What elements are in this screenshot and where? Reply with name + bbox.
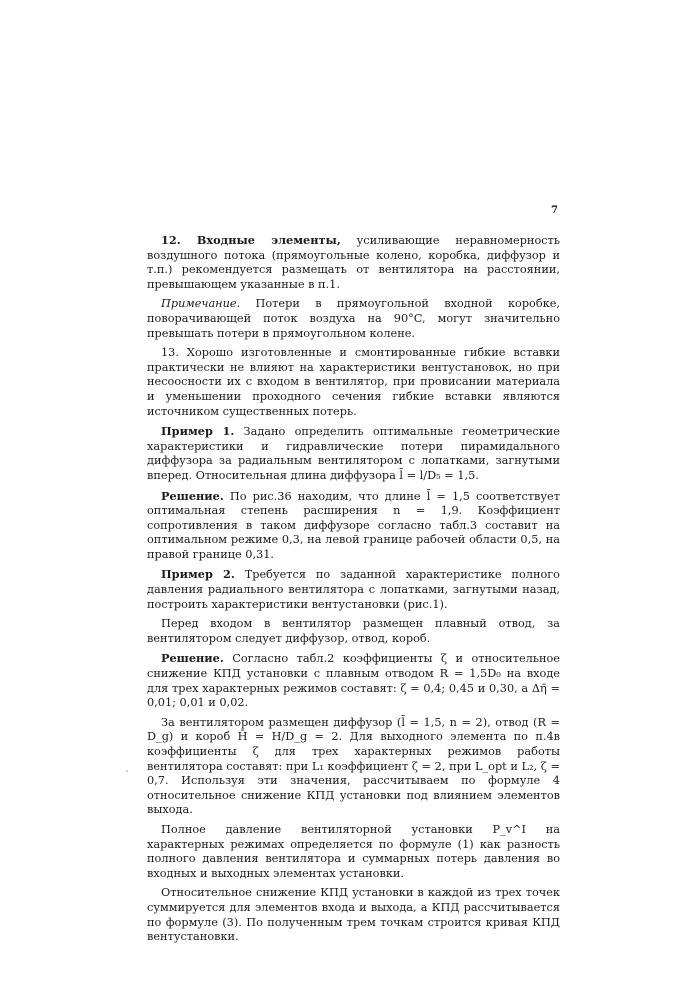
paragraph-lead: Решение.: [161, 488, 224, 503]
scan-speck: [126, 770, 128, 772]
paragraph-lead: Примечание.: [161, 297, 241, 311]
paragraph-text: Потери в прямоугольной входной коробке, поворачивающей поток воздуха на 90°C, могут значительно превышать потери в прямоугольном колене.: [147, 297, 560, 340]
paragraph-setup: [147, 617, 560, 646]
paragraph-pressure: [147, 823, 560, 881]
paragraph-lead: Пример 1.: [161, 424, 235, 439]
paragraph-text: Согласно табл.2 коэффициенты ζ и относительное снижение КПД установки с плавным отводом R = 1,5D₀ на входе для трех характерных режимов составят: ζ = 0,4; 0,45 и 0,30, а Δη̄ = 0,01; 0,01 и 0,02.: [147, 652, 560, 710]
paragraph-example-2: [147, 567, 560, 612]
paragraph-12: [147, 233, 560, 292]
paragraph-efficiency: [147, 886, 560, 944]
paragraph-text: Требуется по заданной характеристике полного давления радиального вентилятора с лопатками, загнутыми назад, построить характеристики вентустановки (рис.1).: [147, 568, 560, 611]
paragraph-example-1: [147, 424, 560, 483]
paragraph-text: Задано определить оптимальные геометрические характеристики и гидравлические потери пирамидального диффузора за радиальным вентилятором с лопатками, загнутыми вперед. Относительная длина диффузора l̄ = l/D₅ = 1,5.: [147, 425, 560, 482]
paragraph-13: [147, 346, 560, 419]
paragraph-solution-1: [147, 489, 560, 563]
paragraph-solution-2: [147, 651, 560, 710]
paragraph-text: Полное давление вентиляторной установки P_v^I на характерных режимах определяется по формуле (1) как разность полного давления вентилятора и суммарных потерь давления во входных и выходных элементах установки.: [147, 822, 560, 880]
paragraph-text: 13. Хорошо изготовленные и смонтированные гибкие вставки практически не влияют на характеристики вентустановок, но при несоосности их с входом в вентилятор, при провисании материала и уменьшении проходного сечения гибкие вставки являются источником существенных потерь.: [147, 346, 560, 418]
paragraph-lead: 12. Входные элементы,: [161, 233, 341, 247]
paragraph-note: [147, 297, 560, 341]
paragraph-text: усиливающие неравномерность воздушного потока (прямоугольные колено, коробка, диффузор и т.п.) рекомендуется размещать от вентилятора на расстоянии, превышающем указанные в п.1.: [147, 234, 560, 291]
paragraph-text: Относительное снижение КПД установки в каждой из трех точек суммируется для элементов входа и выхода, а КПД рассчитывается по формуле (3). По полученным трем точкам строится кривая КПД вентустановки.: [147, 886, 560, 944]
paragraph-lead: Решение.: [161, 651, 224, 666]
paragraph-outlet: [147, 716, 560, 818]
paragraph-text: Перед входом в вентилятор размещен плавный отвод, за вентилятором следует диффузор, отвод, короб.: [147, 617, 560, 645]
page-number: 7: [551, 205, 558, 216]
paragraph-lead: Пример 2.: [161, 567, 235, 582]
body-text: [147, 233, 560, 950]
paragraph-text: По рис.36 находим, что длине l̄ = 1,5 соответствует оптимальная степень расширения n = 1,9. Коэффициент сопротивления в таком диффузоре согласно табл.3 составит на оптимальном режиме 0,3, на левой границе рабочей области 0,5, на правой границе 0,31.: [147, 489, 560, 561]
paragraph-text: За вентилятором размещен диффузор (l̄ = 1,5, n = 2), отвод (R = D_g) и короб H̄ = H/D_g = 2. Для выходного элемента по п.4в коэффициенты ζ для трех характерных режимов работы вентилятора составят: при L₁ коэффициент ζ = 2, при L_opt и L₂, ζ = 0,7. Используя эти значения, рассчитываем по формуле 4 относительное снижение КПД установки под влиянием элементов выхода.: [147, 715, 560, 817]
